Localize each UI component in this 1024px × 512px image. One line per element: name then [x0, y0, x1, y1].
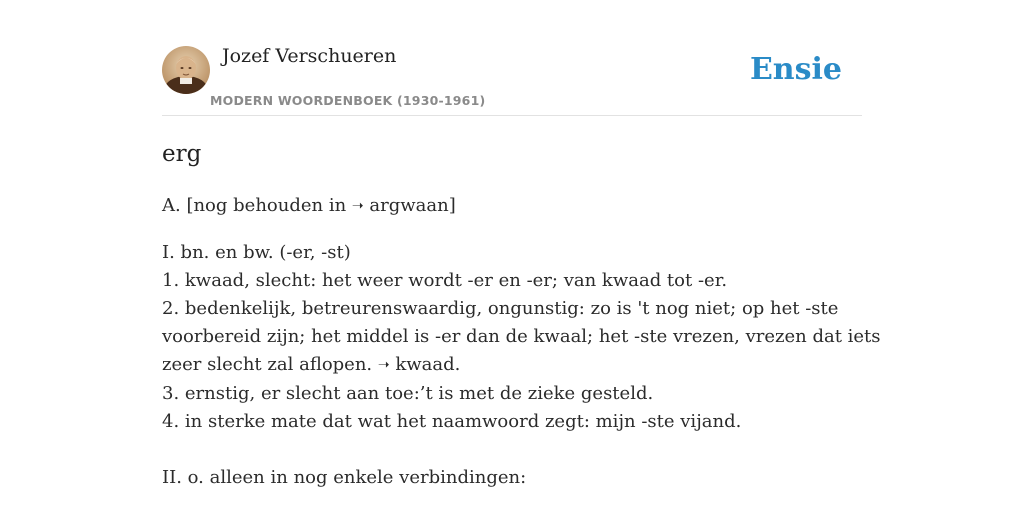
author-portrait-image — [162, 46, 210, 94]
source-label[interactable]: MODERN WOORDENBOEK (1930-1961) — [210, 93, 486, 108]
definition-line: voorbereid zijn; het middel is -er dan de kwaal; het -ste vrezen, vrezen dat iets — [162, 326, 881, 347]
definition-line: 2. bedenkelijk, betreurenswaardig, ongunstig: zo is 't nog niet; op het -ste — [162, 298, 839, 319]
etymology-prefix: A. [nog behouden in — [162, 195, 347, 216]
entry-content — [162, 138, 881, 492]
definition-section-2 — [162, 464, 862, 492]
etymology-line — [162, 192, 862, 221]
definition-line: 3. ernstig, er slecht aan toe:’t is met de zieke gesteld. — [162, 383, 654, 404]
definition-line: 1. kwaad, slecht: het weer wordt -er en -er; van kwaad tot -er. — [162, 270, 728, 291]
header — [162, 40, 862, 116]
brand-logo[interactable]: Ensie — [749, 52, 842, 87]
definition-line: 4. in sterke mate dat wat het naamwoord zegt: mijn -ste vijand. — [162, 411, 742, 432]
cross-reference-link[interactable]: kwaad. — [395, 354, 461, 375]
author-name[interactable]: Jozef Verschueren — [222, 45, 397, 67]
definition-line — [162, 351, 862, 380]
arrow-icon: ➝ — [377, 357, 390, 373]
definition-text: zeer slecht zal aflopen. — [162, 354, 373, 375]
section-heading: II. o. alleen in nog enkele verbindingen: — [162, 467, 527, 488]
definition-section-1 — [162, 239, 881, 436]
etymology-link[interactable]: argwaan] — [369, 195, 456, 216]
arrow-icon: ➝ — [351, 198, 364, 214]
section-heading: I. bn. en bw. (-er, -st) — [162, 242, 351, 263]
author-avatar[interactable] — [162, 46, 210, 94]
entry-term: erg — [162, 141, 202, 167]
